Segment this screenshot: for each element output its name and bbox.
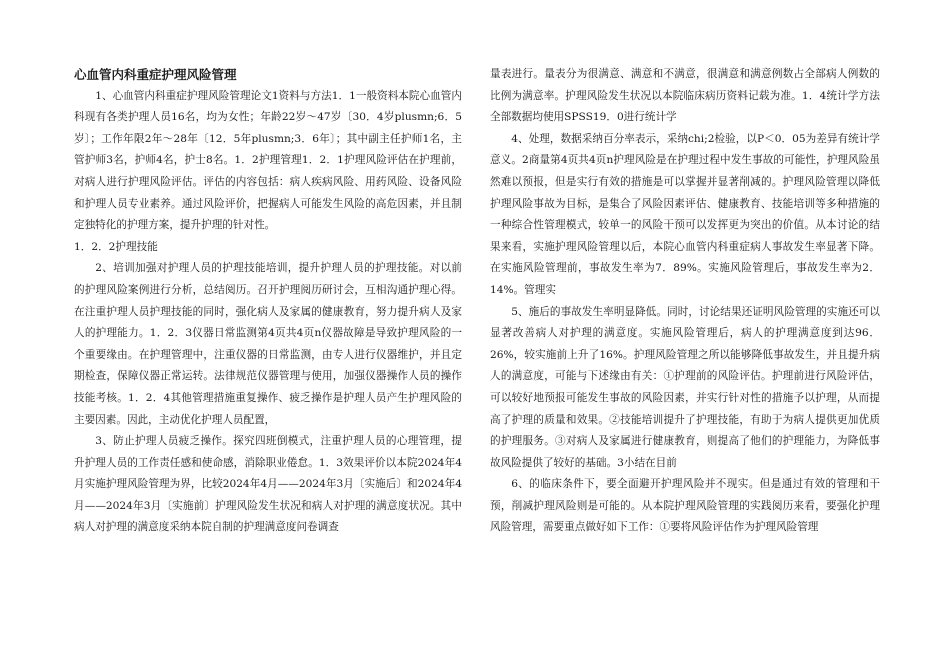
right-paragraphs [490,64,880,539]
paragraph: 4、处理，数据采纳百分率表示，采纳chi;2检验，以P＜0．05为差异有统计学意义。2商量第4页共4页n护理风险是在护理过程中发生事故的可能性，护理风险虽然难以预报，但是实行有效的措施是可以掌握并显著削减的。护理风险管理以降低护理风险事故为目标，是集合了风险因素评估、健康教育、技能培训等多种措施的一种综合性管理模式，较单一的风险干预可以发挥更为突出的价值。从本讨论的结果来看，实施护理风险管理以后，本院心血管内科重症病人事故发生率显著下降。在实施风险管理前，事故发生率为7．89%。实施风险管理后，事故发生率为2．14%。管理实 [490,132,880,296]
left-column [74,64,462,539]
page-title: 心血管内科重症护理风险管理 [74,67,237,82]
paragraph: 2、培训加强对护理人员的护理技能培训，提升护理人员的护理技能。对以前的护理风险案例进行分析，总结阅历。召开护理阅历研讨会，互相沟通护理心得。在注重护理人员护理技能的同时，强化病人及家属的健康教育，努力提升病人及家人的护理能力。1．2．3仪器日常监测第4页共4页n仪器故障是导致护理风险的一个重要缘由。在护理管理中，注重仪器的日常监测，由专人进行仪器维护，并且定期检查，保障仪器正常运转。法律规范仪器管理与使用，加强仪器操作人员的操作技能考核。1．2．4其他管理措施重复操作、疲乏操作是护理人员产生护理风险的主要因素。因此，主动优化护理人员配置， [74,262,462,426]
paragraph: 1．2．2护理技能 [74,240,158,253]
left-paragraphs [74,86,462,539]
paragraph: 6、的临床条件下，要全面避开护理风险并不现实。但是通过有效的管理和干预，削减护理风险则是可能的。从本院护理风险管理的实践阅历来看，要强化护理风险管理，需要重点做好如下工作：①要将风险评估作为护理风险管理 [490,478,880,534]
paragraph: 1、心血管内科重症护理风险管理论文1资料与方法1．1一般资料本院心血管内科现有各类护理人员16名，均为女性；年龄22岁～47岁〔30．4岁plusmn;6．5岁〕；工作年限2年～28年〔12．5年plusmn;3．6年〕；其中副主任护师1名，主管护师3名，护师4名，护士8名。1．2护理管理1．2．1护理风险评估在护理前，对病人进行护理风险评估。评估的内容包括：病人疾病风险、用药风险、设备风险和护理人员专业素养。通过风险评价，把握病人可能发生风险的高危因素，并且制定独特化的护理方案，提升护理的针对性。 [74,89,462,232]
paragraph: 量表进行。量表分为很满意、满意和不满意，很满意和满意例数占全部病人例数的比例为满意率。护理风险发生状况以本院临床病历资料记载为准。1．4统计学方法全部数据均使用SPSS19．0进行统计学 [490,68,880,124]
right-column [490,64,880,539]
paragraph: 5、施后的事故发生率明显降低。同时，讨论结果还证明风险管理的实施还可以显著改善病人对护理的满意度。实施风险管理后，病人的护理满意度到达96．26%，较实施前上升了16%。护理风险管理之所以能够降低事故发生，并且提升病人的满意度，可能与下述缘由有关：①护理前的风险评估。护理前进行风险评估，可以较好地预报可能发生事故的风险因素，并实行针对性的措施予以护理，从而提高了护理的质量和效果。②技能培训提升了护理技能，有助于为病人提供更加优质的护理服务。③对病人及家属进行健康教育，则提高了他们的护理能力，为降低事故风险提供了较好的基础。3小结在目前 [490,305,880,469]
paragraph: 3、防止护理人员疲乏操作。探究四班倒模式，注重护理人员的心理管理，提升护理人员的工作责任感和使命感，消除职业倦怠。1．3效果评价以本院2024年4月实施护理风险管理为界，比较2024年4月——2024年3月〔实施后〕和2024年4月——2024年3月〔实施前〕护理风险发生状况和病人对护理的满意度状况。其中病人对护理的满意度采纳本院自制的护理满意度问卷调查 [74,435,462,534]
